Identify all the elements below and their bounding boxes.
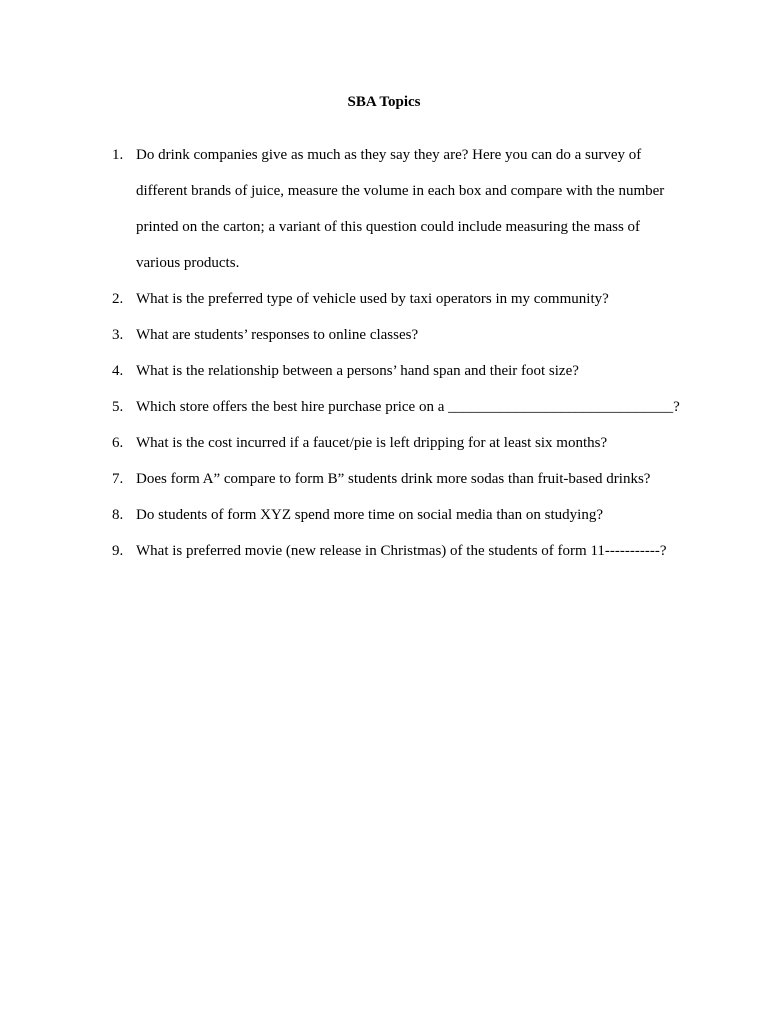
item-text: Do drink companies give as much as they say they are? Here you can do a survey of different brands of juice, measure the volume in each box and compare with the number printed on the carton; a variant of this question could include measuring the mass of various products. [136, 147, 665, 271]
page-title: SBA Topics [347, 94, 421, 110]
item-number: 5. [112, 399, 124, 415]
item-number: 6. [112, 435, 124, 451]
list-item [112, 389, 682, 425]
item-number: 1. [112, 147, 124, 163]
list-item [112, 533, 682, 569]
list-item [112, 497, 682, 533]
list-item [112, 353, 682, 389]
list-item [112, 317, 682, 353]
item-text: What is preferred movie (new release in Christmas) of the students of form 11-----------? [136, 543, 667, 559]
list-item [112, 281, 682, 317]
item-number: 4. [112, 363, 124, 379]
item-number: 8. [112, 507, 124, 523]
list-item [112, 425, 682, 461]
item-text: Do students of form XYZ spend more time on social media than on studying? [136, 507, 603, 523]
item-number: 7. [112, 471, 124, 487]
item-number: 9. [112, 543, 124, 559]
topic-list [112, 137, 682, 569]
list-item [112, 461, 682, 497]
item-text: What is the cost incurred if a faucet/pie is left dripping for at least six months? [136, 435, 608, 451]
item-number: 2. [112, 291, 124, 307]
list-item [112, 137, 682, 281]
item-number: 3. [112, 327, 124, 343]
item-text: What is the preferred type of vehicle used by taxi operators in my community? [136, 291, 609, 307]
item-text: Which store offers the best hire purchase price on a ______________________________? [136, 399, 680, 415]
item-text: What is the relationship between a persons’ hand span and their foot size? [136, 363, 579, 379]
item-text: What are students’ responses to online classes? [136, 327, 419, 343]
item-text: Does form A” compare to form B” students drink more sodas than fruit-based drinks? [136, 471, 651, 487]
